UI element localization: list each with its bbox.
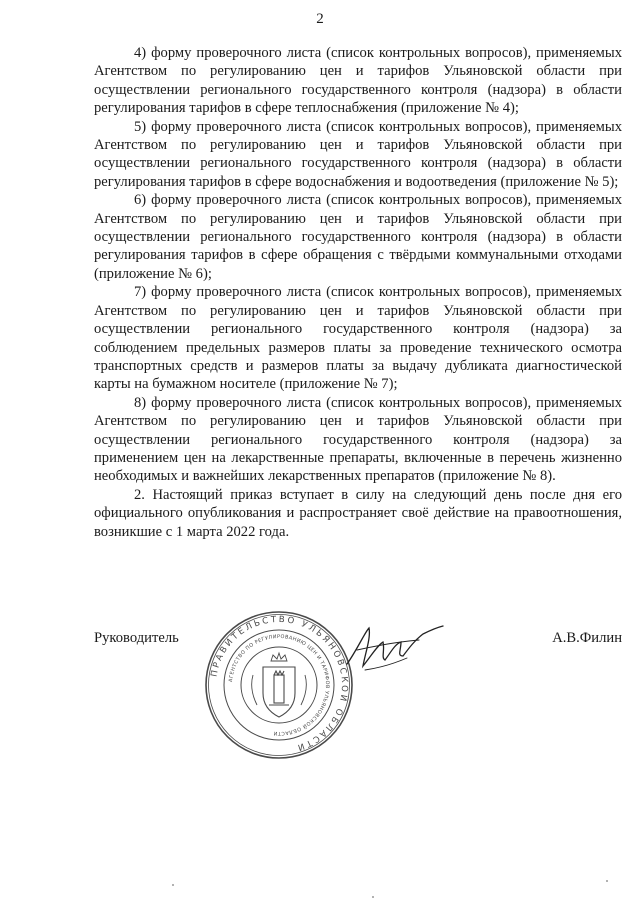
document-body <box>94 44 622 541</box>
seal-inner-text: АГЕНТСТВО ПО РЕГУЛИРОВАНИЮ ЦЕН И ТАРИФОВ УЛЬЯНОВСКОЙ ОБЛАСТИ <box>228 633 331 737</box>
handwritten-signature <box>335 620 447 678</box>
paragraph-item-8: 8) форму проверочного листа (список контрольных вопросов), применяемых Агентством по регулированию цен и тарифов Ульяновской области при осуществлении регионального государственного контроля (надзора) за применением цен на лекарственные препараты, включенные в перечень жизненно необходимых и важнейших лекарственных препаратов (приложение № 8). <box>94 394 622 485</box>
seal-outer-text: ПРАВИТЕЛЬСТВО УЛЬЯНОВСКОЙ ОБЛАСТИ <box>209 614 350 753</box>
paragraph-clause-2: 2. Настоящий приказ вступает в силу на следующий день после дня его официального опубликования и распространяет своё действие на правоотношения, возникшие с 1 марта 2022 года. <box>94 486 622 540</box>
paragraph-item-7: 7) форму проверочного листа (список контрольных вопросов), применяемых Агентством по регулированию цен и тарифов Ульяновской области при осуществлении регионального государственного контроля (надзора) за соблюдением предельных размеров платы за проведение технического осмотра транспортных средств и размеров платы за выдачу дубликата диагностической карты на бумажном носителе (приложение № 7); <box>94 284 622 393</box>
official-seal <box>203 609 355 761</box>
signer-position: Руководитель <box>94 630 179 646</box>
coat-of-arms-icon <box>252 653 307 717</box>
paragraph-item-5: 5) форму проверочного листа (список контрольных вопросов), применяемых Агентством по регулированию цен и тарифов Ульяновской области при осуществлении регионального государственного контроля (надзора) в области регулирования тарифов в сфере водоснабжения и водоотведения (приложение № 5); <box>94 118 622 190</box>
paragraph-item-6: 6) форму проверочного листа (список контрольных вопросов), применяемых Агентством по регулированию цен и тарифов Ульяновской области при осуществлении регионального государственного контроля (надзора) в области регулирования тарифов в сфере обращения с твёрдыми коммунальными отходами (приложение № 6); <box>94 192 622 282</box>
page-number: 2 <box>316 11 324 27</box>
paragraph-item-4: 4) форму проверочного листа (список контрольных вопросов), применяемых Агентством по регулированию цен и тарифов Ульяновской области при осуществлении регионального государственного контроля (надзора) в области регулирования тарифов в сфере теплоснабжения (приложение № 4); <box>94 45 622 117</box>
scan-speck <box>372 896 374 898</box>
scan-speck <box>172 884 174 886</box>
scan-speck <box>606 880 608 882</box>
signer-name: А.В.Филин <box>552 630 622 646</box>
